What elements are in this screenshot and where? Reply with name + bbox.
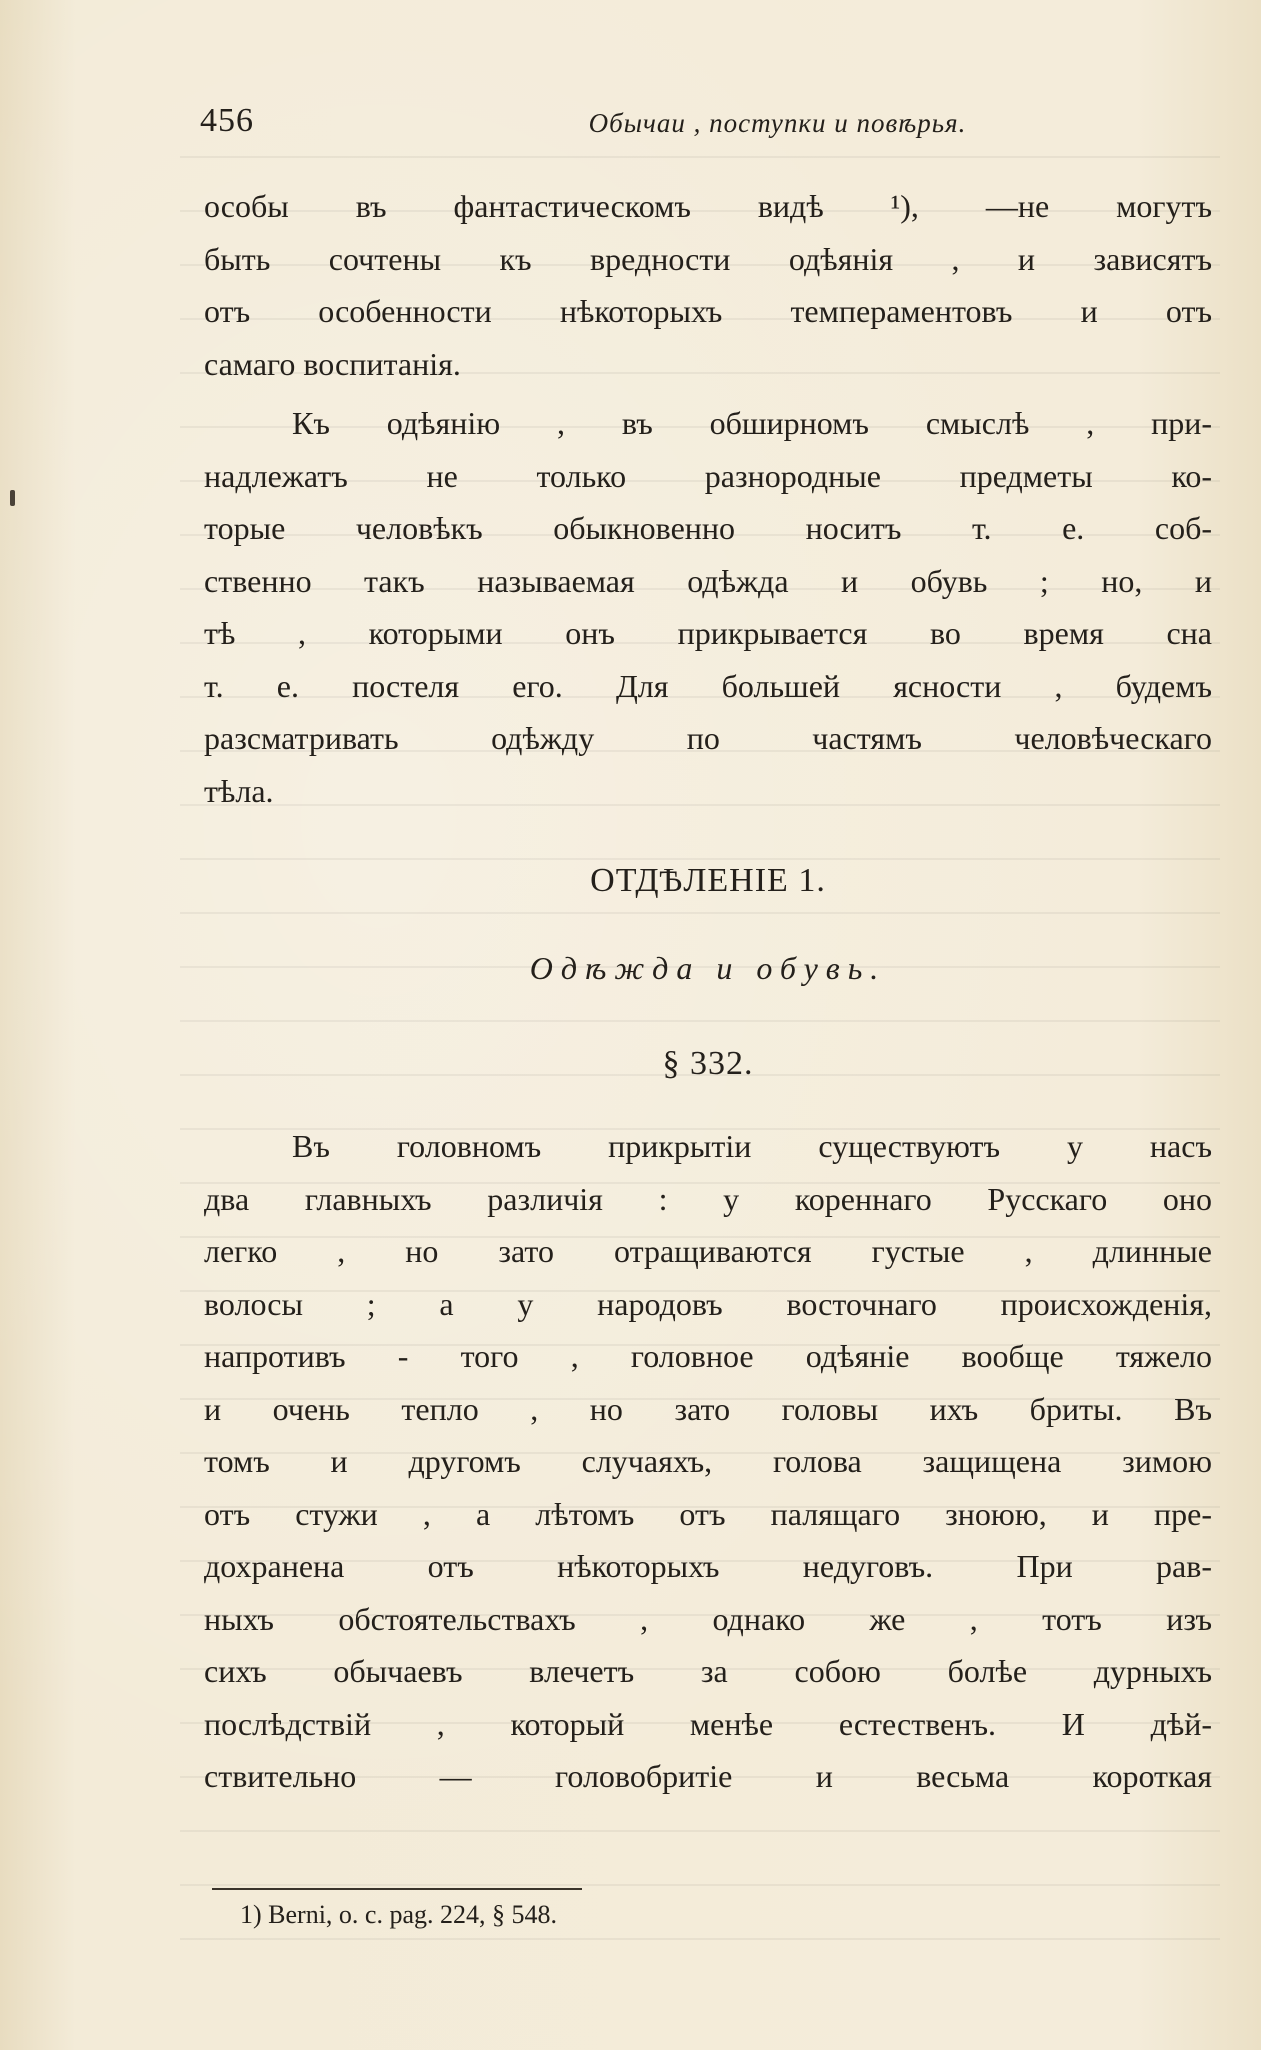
margin-mark — [10, 490, 15, 506]
paragraph-1 — [204, 180, 1212, 390]
paragraph-2 — [204, 397, 1212, 817]
text-line: томъ и другомъ случаяхъ, голова защищена зимою — [204, 1443, 1212, 1479]
text-line: легко , но зато отращиваются густые , длинные — [204, 1233, 1212, 1269]
text-line: Въ головномъ прикрытіи существуютъ у насъ — [292, 1128, 1212, 1164]
text-line: ныхъ обстоятельствахъ , однако же , тотъ изъ — [204, 1600, 1212, 1637]
footnote-rule — [212, 1888, 582, 1890]
text-line: ственно такъ называемая одѣжда и обувь ; но, и — [204, 562, 1212, 599]
text-line: тѣ , которыми онъ прикрывается во время сна — [204, 615, 1212, 651]
text-line: т. е. постеля его. Для большей ясности , будемъ — [204, 667, 1212, 704]
paragraph-3 — [204, 1120, 1212, 1803]
text-line: и очень тепло , но зато головы ихъ бриты. Въ — [204, 1390, 1212, 1427]
text-line: Къ одѣянію , въ обширномъ смыслѣ , при- — [292, 405, 1212, 441]
text-line: торые человѣкъ обыкновенно носитъ т. е. соб- — [204, 510, 1212, 546]
text-line: быть сочтены къ вредности одѣянія , и зависятъ — [204, 240, 1212, 277]
text-line: волосы ; а у народовъ восточнаго происхожденія, — [204, 1285, 1212, 1322]
text-line: тѣла. — [204, 772, 274, 809]
text-line: самаго воспитанія. — [204, 345, 461, 382]
paragraph-mark: § 332. — [662, 1045, 754, 1082]
text-line: два главныхъ различія : у кореннаго Русскаго оно — [204, 1180, 1212, 1217]
footnote: 1) Berni, o. c. pag. 224, § 548. — [240, 1900, 558, 1929]
text-line: сихъ обычаевъ влечетъ за собою болѣе дурныхъ — [204, 1653, 1212, 1689]
text-line: послѣдствій , который менѣе естественъ. И дѣй- — [204, 1705, 1212, 1742]
text-line: ствительно — головобритіе и весьма короткая — [204, 1758, 1212, 1794]
section-title: ОТДѢЛЕНІЕ 1. — [590, 862, 826, 899]
text-line: отъ особенности нѣкоторыхъ темпераментовъ и отъ — [204, 293, 1212, 329]
text-line: отъ стужи , а лѣтомъ отъ палящаго зноюю, и пре- — [204, 1495, 1212, 1532]
text-line: напротивъ - того , головное одѣяніе вообще тяжело — [204, 1338, 1212, 1374]
text-line: дохранена отъ нѣкоторыхъ недуговъ. При рав- — [204, 1548, 1212, 1584]
page-header — [200, 102, 1215, 142]
page-number: 456 — [200, 102, 254, 139]
text-line: разсматривать одѣжду по частямъ человѣческаго — [204, 720, 1212, 756]
text-line: надлежатъ не только разнородные предметы ко- — [204, 457, 1212, 494]
running-head: Обычаи , поступки и повѣрья. — [588, 108, 967, 138]
section-subtitle: Одѣжда и обувь. — [529, 950, 887, 986]
text-line: особы въ фантастическомъ видѣ ¹), —не могутъ — [204, 188, 1212, 224]
